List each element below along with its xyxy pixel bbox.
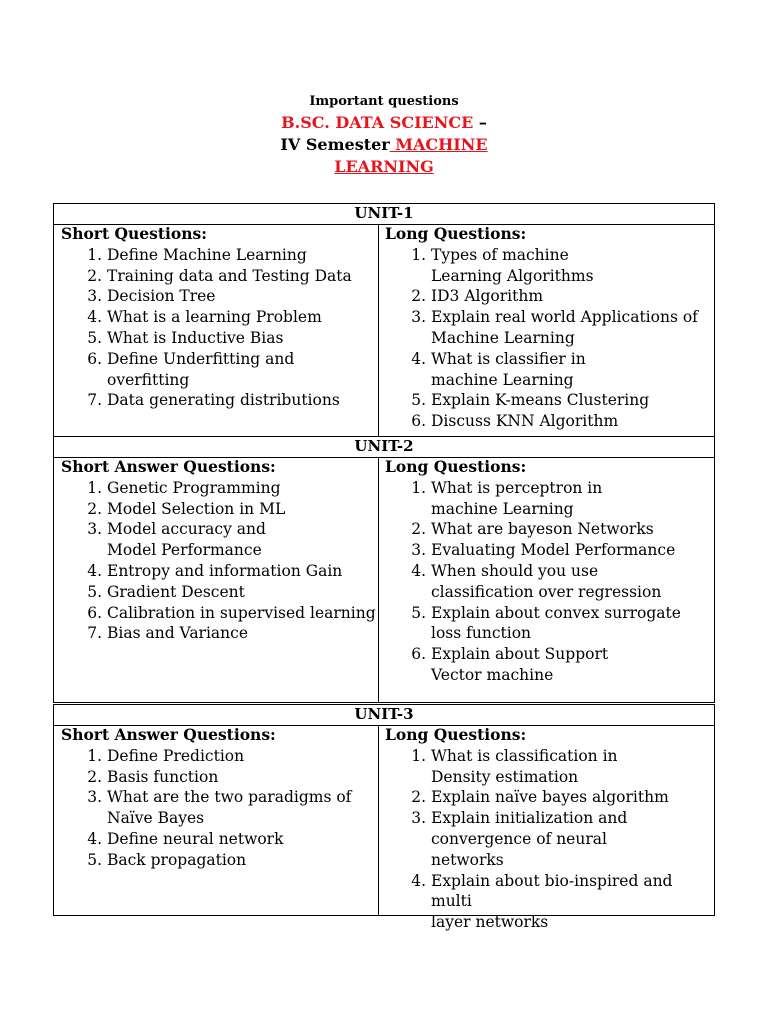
header-dash: – [473,113,487,132]
unit-2-short-list [61,478,378,644]
list-item: 3. Decision Tree [107,286,378,307]
document-header [0,92,768,178]
list-item: 4. What is a learning Problem [107,307,378,328]
list-item-line: loss function [431,624,532,643]
list-item-line: What are the two paradigms of [107,788,352,807]
list-item-line: Model accuracy and [107,520,266,539]
header-subject-part2: LEARNING [334,157,434,176]
list-item-line: Model Performance [107,541,262,560]
list-item [107,829,378,850]
list-item-line: Evaluating Model Performance [431,541,676,560]
unit-3-questions-row [53,725,715,932]
unit-1-questions-row [53,224,715,437]
list-item [107,478,378,499]
header-semester-label: IV Semester [280,135,390,154]
list-item [431,787,714,808]
unit-2-long-column [379,457,714,702]
list-item: 6. Define Underfitting and overfitting [107,349,378,391]
list-item-line: machine Learning [431,499,574,518]
list-item [107,603,378,624]
list-item [431,478,714,520]
unit-3-title-row [53,704,715,726]
list-item-line: Learning Algorithms [431,266,594,285]
list-item [431,286,714,307]
unit-1-short-column [54,224,379,436]
unit-1-short-heading: Short Questions: [61,224,207,243]
unit-1-title-row [53,203,715,225]
list-item [107,582,378,603]
list-item-line: Gradient Descent [107,582,245,601]
list-item-line: Density estimation [431,767,579,786]
list-item-line: Types of machine [431,245,569,264]
list-item-line: What is classification in [431,746,618,765]
unit-1-long-list [385,245,714,432]
list-item-line: Explain about Support [431,645,609,664]
unit-3-short-column [54,725,379,915]
unit-3-long-heading: Long Questions: [385,725,527,744]
list-item-line: Genetic Programming [107,478,281,497]
list-item-line: machine Learning [431,370,574,389]
unit-2-long-list [385,478,714,686]
list-item [107,561,378,582]
list-item-line: Explain real world Applications of [431,308,698,327]
list-item-line: Explain about bio-inspired and multi [431,871,673,911]
unit-2-short-column [54,457,379,702]
list-item [107,767,378,788]
list-item-line: What is perceptron in [431,478,603,497]
list-item-line: Machine Learning [431,328,575,347]
list-item [431,411,714,432]
list-item [107,623,378,644]
list-item-line: When should you use [431,561,599,580]
list-item-line: Define neural network [107,829,284,848]
list-item [107,746,378,767]
list-item [431,746,714,788]
list-item-line: Entropy and information Gain [107,561,343,580]
header-course [0,112,768,134]
unit-1-title: UNIT-1 [354,204,414,222]
unit-2-long-heading: Long Questions: [385,457,527,476]
list-item-line: networks [431,850,504,869]
list-item: 1. Define Machine Learning [107,245,378,266]
unit-2-title: UNIT-2 [354,437,414,455]
list-item-line: Calibration in supervised learning [107,603,376,622]
unit-2-questions-row [53,457,715,703]
list-item-line: Explain initialization and [431,809,628,828]
list-item-line: layer networks [431,913,549,932]
list-item-line: Model Selection in ML [107,499,286,518]
unit-2-title-row [53,436,715,458]
list-item [431,603,714,645]
list-item [431,519,714,540]
list-item-line: Explain about convex surrogate [431,603,681,622]
list-item [431,349,714,391]
list-item-line: Basis function [107,767,219,786]
list-item-line: Naïve Bayes [107,809,205,828]
list-item [431,561,714,603]
unit-3-long-column [379,725,714,932]
unit-3-short-heading: Short Answer Questions: [61,725,276,744]
list-item-line: Bias and Variance [107,624,248,643]
unit-1-long-column [379,224,714,436]
list-item-line: Explain K-means Clustering [431,391,650,410]
list-item: 7. Data generating distributions [107,390,378,411]
list-item-line: classification over regression [431,582,662,601]
list-item-line: What is classifier in [431,349,586,368]
unit-3-short-list [61,746,378,871]
list-item: 2. Training data and Testing Data [107,266,378,287]
list-item-line: Define Prediction [107,746,245,765]
header-subtitle: Important questions [309,94,459,109]
header-subject-part1: MACHINE [389,135,488,154]
list-item [107,499,378,520]
list-item-line: Explain naïve bayes algorithm [431,788,669,807]
list-item-line: Discuss KNN Algorithm [431,412,619,431]
header-course-name: B.SC. DATA SCIENCE [281,113,474,132]
list-item-line: Vector machine [431,665,554,684]
unit-2-short-heading: Short Answer Questions: [61,457,276,476]
header-subject-line [0,156,768,178]
list-item-line: What are bayeson Networks [431,520,654,539]
list-item [107,787,378,829]
list-item-line: ID3 Algorithm [431,287,544,306]
list-item [107,850,378,871]
unit-3-long-list [385,746,714,933]
unit-1-long-heading: Long Questions: [385,224,527,243]
list-item [431,644,714,686]
list-item: 5. What is Inductive Bias [107,328,378,349]
list-item [431,871,714,933]
list-item [431,808,714,870]
list-item [431,540,714,561]
unit-1-short-list [61,245,378,411]
list-item [107,519,378,561]
header-semester [0,134,768,156]
unit-3-title: UNIT-3 [354,705,414,723]
list-item [431,307,714,349]
list-item-line: Back propagation [107,850,247,869]
list-item [431,245,714,287]
list-item [431,390,714,411]
list-item-line: convergence of neural [431,829,607,848]
